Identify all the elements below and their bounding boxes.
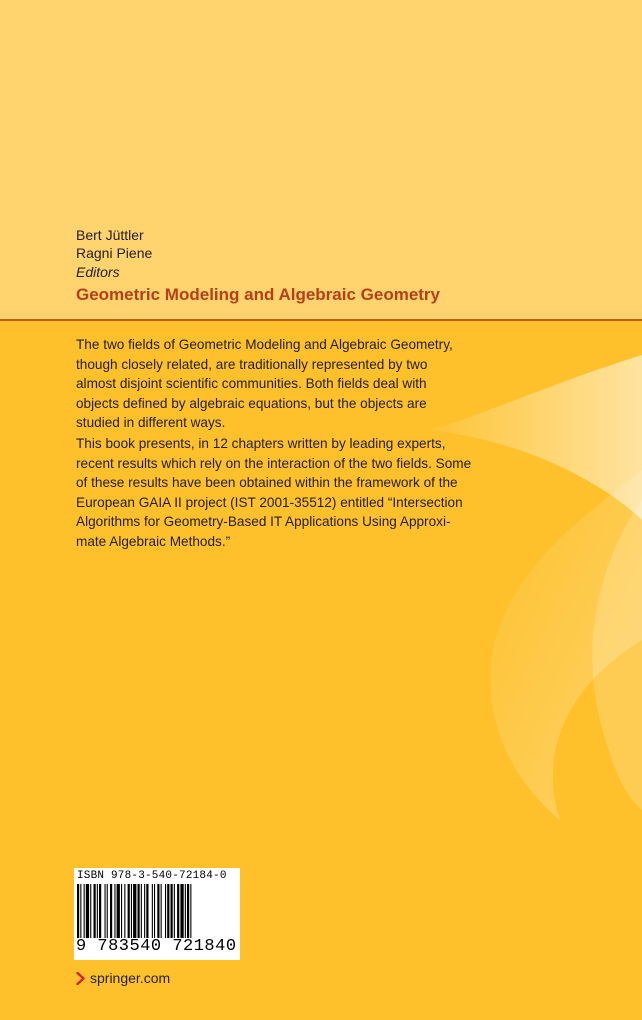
barcode-bar [128, 884, 130, 938]
barcode-bar [90, 884, 91, 938]
text-line: recent results which rely on the interaction of the two fields. Some [76, 455, 472, 471]
editors-label: Editors [76, 264, 120, 280]
barcode-bar [84, 884, 85, 938]
description-paragraph [76, 335, 456, 433]
publisher-website: springer.com [90, 970, 171, 986]
barcode-bar [131, 884, 132, 938]
barcode-bar [167, 884, 169, 938]
text-line: European GAIA II project (IST 2001-35512) entitled “Intersection [76, 494, 463, 510]
barcode-digits: 9 783540 721840 [76, 937, 237, 956]
barcode-bar [80, 884, 81, 938]
barcode-bar [190, 884, 191, 938]
chevron-right-icon [76, 972, 85, 985]
barcode-bar [171, 884, 173, 938]
barcode-bar [117, 884, 120, 938]
barcode-bar [146, 884, 148, 938]
barcode-bar [107, 884, 108, 938]
barcode-bar [154, 884, 155, 938]
text-line: almost disjoint scientific communities. Both fields deal with [76, 376, 427, 391]
barcode-bar [114, 884, 115, 938]
barcode-bar [121, 884, 122, 938]
barcode-bar [187, 884, 189, 938]
text-line: The two fields of Geometric Modeling and Algebraic Geometry, [76, 337, 453, 352]
text-line: though closely related, are traditionally represented by two [76, 356, 428, 372]
book-title: Geometric Modeling and Algebraic Geometry [76, 285, 441, 304]
editor-name: Ragni Piene [76, 245, 153, 261]
barcode-bar [77, 884, 79, 938]
barcode-bar [144, 884, 145, 938]
barcode-bar [86, 884, 89, 938]
barcode-bar [138, 884, 140, 938]
text-line: mate Algebraic Methods.” [76, 533, 231, 549]
barcode-bar [105, 884, 106, 938]
text-line: of these results have been obtained within the framework of the [76, 475, 458, 490]
barcode-bar [165, 884, 166, 938]
barcode-bar [161, 884, 162, 938]
barcode-bar [110, 884, 112, 938]
barcode-bar [157, 884, 159, 938]
barcode-bar [133, 884, 136, 938]
description-paragraph [76, 434, 472, 551]
barcode-bar [177, 884, 179, 938]
isbn-barcode [74, 868, 240, 960]
barcode-bar [174, 884, 175, 938]
publisher-link[interactable] [76, 970, 170, 986]
barcode-bar [124, 884, 125, 938]
barcode-bar [180, 884, 183, 938]
barcode-bar [185, 884, 186, 938]
barcode-bars [77, 884, 237, 938]
barcode-bar [94, 884, 96, 938]
text-line: Algorithms for Geometry-Based IT Applications Using Approxi- [76, 514, 451, 529]
barcode-bar [99, 884, 101, 938]
text-line: This book presents, in 12 chapters written by leading experts, [76, 436, 446, 451]
barcode-bar [141, 884, 142, 938]
barcode-bar [152, 884, 153, 938]
isbn-label: ISBN 978-3-540-72184-0 [77, 870, 227, 882]
text-line: studied in different ways. [76, 415, 226, 430]
section-divider [0, 319, 642, 321]
editor-name: Bert Jüttler [76, 227, 144, 243]
barcode-bar [97, 884, 98, 938]
text-line: objects defined by algebraic equations, but the objects are [76, 395, 427, 411]
